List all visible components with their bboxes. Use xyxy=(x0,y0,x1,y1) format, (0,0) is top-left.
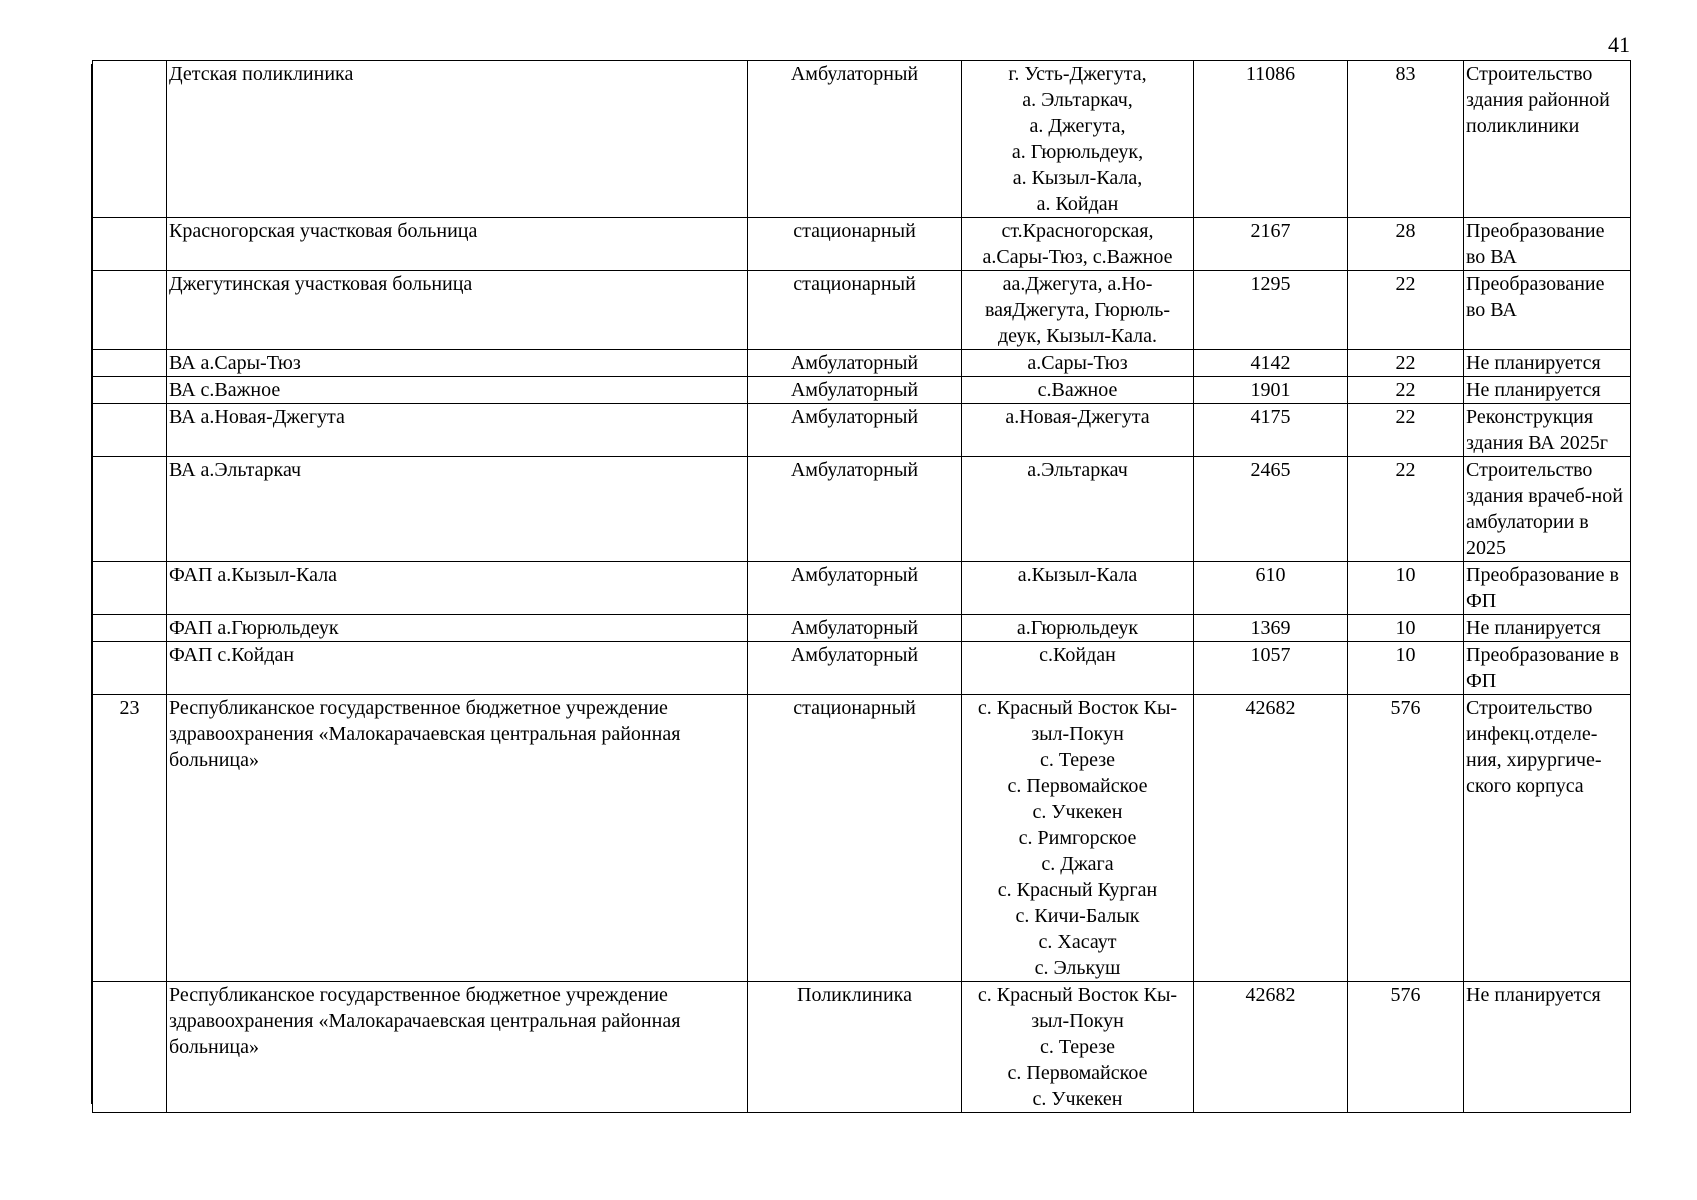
location-line: а. Кызыл-Кала, xyxy=(1012,167,1143,189)
location-line: с. Терезе xyxy=(1039,749,1116,771)
plan-cell: Строительство инфекц.отделе-ния, хирургиче-ского корпуса xyxy=(1464,695,1631,982)
locations-cell xyxy=(962,271,1194,350)
location-line: а. Эльтаркач, xyxy=(1022,89,1133,111)
location-line: с. Кичи-Балык xyxy=(1015,905,1140,927)
location-line: зыл-Покун xyxy=(1031,1010,1124,1032)
table-row xyxy=(93,377,1631,404)
staff-cell: 22 xyxy=(1348,377,1464,404)
location-line: а.Гюрюльдеук xyxy=(1016,617,1139,639)
population-cell: 4142 xyxy=(1194,350,1348,377)
plan-cell: Преобразование в ФП xyxy=(1464,642,1631,695)
location-line: аа.Джегута, а.Но- xyxy=(1002,273,1153,295)
location-line: а.Эльтаркач xyxy=(1027,459,1128,481)
facility-type-cell: Амбулаторный xyxy=(748,350,962,377)
facility-name-cell: ФАП а.Гюрюльдеук xyxy=(167,615,748,642)
plan-cell: Не планируется xyxy=(1464,377,1631,404)
page-number: 41 xyxy=(1608,32,1630,57)
table-row xyxy=(93,615,1631,642)
staff-cell: 22 xyxy=(1348,457,1464,562)
staff-cell: 10 xyxy=(1348,642,1464,695)
facility-name-cell: Джегутинская участковая больница xyxy=(167,271,748,350)
plan-cell: Строительство здания врачеб-ной амбулатории в 2025 xyxy=(1464,457,1631,562)
locations-cell xyxy=(962,615,1194,642)
location-line: а.Сары-Тюз, с.Важное xyxy=(982,246,1173,268)
facility-type-cell: стационарный xyxy=(748,271,962,350)
location-line: с. Красный Восток Кы- xyxy=(977,697,1178,719)
population-cell: 42682 xyxy=(1194,695,1348,982)
locations-cell xyxy=(962,695,1194,982)
location-line: а. Джегута, xyxy=(1029,115,1126,137)
row-number-cell xyxy=(93,457,167,562)
table-row xyxy=(93,642,1631,695)
row-number-cell xyxy=(93,271,167,350)
staff-cell: 10 xyxy=(1348,562,1464,615)
facility-type-cell: Амбулаторный xyxy=(748,562,962,615)
table-row xyxy=(93,457,1631,562)
facility-type-cell: Амбулаторный xyxy=(748,615,962,642)
row-number-cell xyxy=(93,350,167,377)
row-number-cell: 23 xyxy=(93,695,167,982)
population-cell: 2465 xyxy=(1194,457,1348,562)
locations-cell xyxy=(962,218,1194,271)
plan-cell: Преобразование во ВА xyxy=(1464,271,1631,350)
location-line: а.Сары-Тюз xyxy=(1027,352,1128,374)
plan-cell: Реконструкция здания ВА 2025г xyxy=(1464,404,1631,457)
row-number-cell xyxy=(93,404,167,457)
population-cell: 11086 xyxy=(1194,61,1348,218)
population-cell: 1901 xyxy=(1194,377,1348,404)
facility-name-cell: ВА с.Важное xyxy=(167,377,748,404)
facility-type-cell: стационарный xyxy=(748,218,962,271)
location-line: с. Терезе xyxy=(1039,1036,1116,1058)
facility-type-cell: Амбулаторный xyxy=(748,404,962,457)
table-row xyxy=(93,218,1631,271)
row-number-cell xyxy=(93,615,167,642)
facility-name-cell: ВА а.Эльтаркач xyxy=(167,457,748,562)
locations-cell xyxy=(962,642,1194,695)
location-line: с. Хасаут xyxy=(1038,931,1117,953)
population-cell: 1369 xyxy=(1194,615,1348,642)
staff-cell: 576 xyxy=(1348,982,1464,1113)
location-line: а. Койдан xyxy=(1036,193,1119,215)
location-line: ст.Красногорская, xyxy=(1001,220,1154,242)
location-line: с. Учкекен xyxy=(1032,1088,1123,1110)
facility-type-cell: Амбулаторный xyxy=(748,377,962,404)
staff-cell: 576 xyxy=(1348,695,1464,982)
location-line: ваяДжегута, Гюрюль- xyxy=(984,299,1171,321)
location-line: с.Важное xyxy=(1037,379,1118,401)
facility-type-cell: Амбулаторный xyxy=(748,61,962,218)
staff-cell: 83 xyxy=(1348,61,1464,218)
location-line: с.Койдан xyxy=(1039,644,1116,666)
locations-cell xyxy=(962,457,1194,562)
locations-cell xyxy=(962,982,1194,1113)
plan-cell: Преобразование в ФП xyxy=(1464,562,1631,615)
plan-cell: Не планируется xyxy=(1464,982,1631,1113)
staff-cell: 22 xyxy=(1348,271,1464,350)
location-line: зыл-Покун xyxy=(1031,723,1124,745)
table-row xyxy=(93,61,1631,218)
row-number-cell xyxy=(93,218,167,271)
table-row xyxy=(93,271,1631,350)
population-cell: 1295 xyxy=(1194,271,1348,350)
facility-type-cell: стационарный xyxy=(748,695,962,982)
plan-cell: Не планируется xyxy=(1464,350,1631,377)
location-line: а.Новая-Джегута xyxy=(1005,406,1150,428)
facility-type-cell: Амбулаторный xyxy=(748,457,962,562)
row-number-cell xyxy=(93,642,167,695)
table-row xyxy=(93,404,1631,457)
location-line: с. Первомайское xyxy=(1007,775,1148,797)
row-number-cell xyxy=(93,377,167,404)
facility-name-cell: ВА а.Новая-Джегута xyxy=(167,404,748,457)
locations-cell xyxy=(962,404,1194,457)
locations-cell xyxy=(962,562,1194,615)
location-line: с. Первомайское xyxy=(1007,1062,1148,1084)
location-line: деук, Кызыл-Кала. xyxy=(997,325,1157,347)
row-number-cell xyxy=(93,562,167,615)
facility-name-cell: Детская поликлиника xyxy=(167,61,748,218)
staff-cell: 28 xyxy=(1348,218,1464,271)
locations-cell xyxy=(962,61,1194,218)
population-cell: 610 xyxy=(1194,562,1348,615)
population-cell: 1057 xyxy=(1194,642,1348,695)
location-line: с. Элькуш xyxy=(1034,957,1121,979)
location-line: с. Римгорское xyxy=(1018,827,1137,849)
row-number-cell xyxy=(93,982,167,1113)
population-cell: 42682 xyxy=(1194,982,1348,1113)
location-line: с. Красный Курган xyxy=(997,879,1158,901)
facility-type-cell: Поликлиника xyxy=(748,982,962,1113)
table-row xyxy=(93,695,1631,982)
locations-cell xyxy=(962,350,1194,377)
staff-cell: 22 xyxy=(1348,350,1464,377)
facility-name-cell: ВА а.Сары-Тюз xyxy=(167,350,748,377)
facilities-table xyxy=(92,60,1631,1113)
table-row xyxy=(93,350,1631,377)
facility-name-cell: Республиканское государственное бюджетное учреждение здравоохранения «Малокарачаевская центральная районная больница» xyxy=(167,695,748,982)
location-line: а.Кызыл-Кала xyxy=(1017,564,1138,586)
facility-name-cell: ФАП с.Койдан xyxy=(167,642,748,695)
population-cell: 2167 xyxy=(1194,218,1348,271)
facility-name-cell: Красногорская участковая больница xyxy=(167,218,748,271)
plan-cell: Строительство здания районной поликлиники xyxy=(1464,61,1631,218)
location-line: а. Гюрюльдеук, xyxy=(1011,141,1144,163)
location-line: г. Усть-Джегута, xyxy=(1008,63,1147,85)
row-number-cell xyxy=(93,61,167,218)
location-line: с. Красный Восток Кы- xyxy=(977,984,1178,1006)
location-line: с. Учкекен xyxy=(1032,801,1123,823)
table-row xyxy=(93,562,1631,615)
facility-name-cell: ФАП а.Кызыл-Кала xyxy=(167,562,748,615)
facility-type-cell: Амбулаторный xyxy=(748,642,962,695)
plan-cell: Не планируется xyxy=(1464,615,1631,642)
staff-cell: 22 xyxy=(1348,404,1464,457)
table-row xyxy=(93,982,1631,1113)
plan-cell: Преобразование во ВА xyxy=(1464,218,1631,271)
facility-name-cell: Республиканское государственное бюджетное учреждение здравоохранения «Малокарачаевская центральная районная больница» xyxy=(167,982,748,1113)
population-cell: 4175 xyxy=(1194,404,1348,457)
staff-cell: 10 xyxy=(1348,615,1464,642)
locations-cell xyxy=(962,377,1194,404)
location-line: с. Джага xyxy=(1041,853,1114,875)
